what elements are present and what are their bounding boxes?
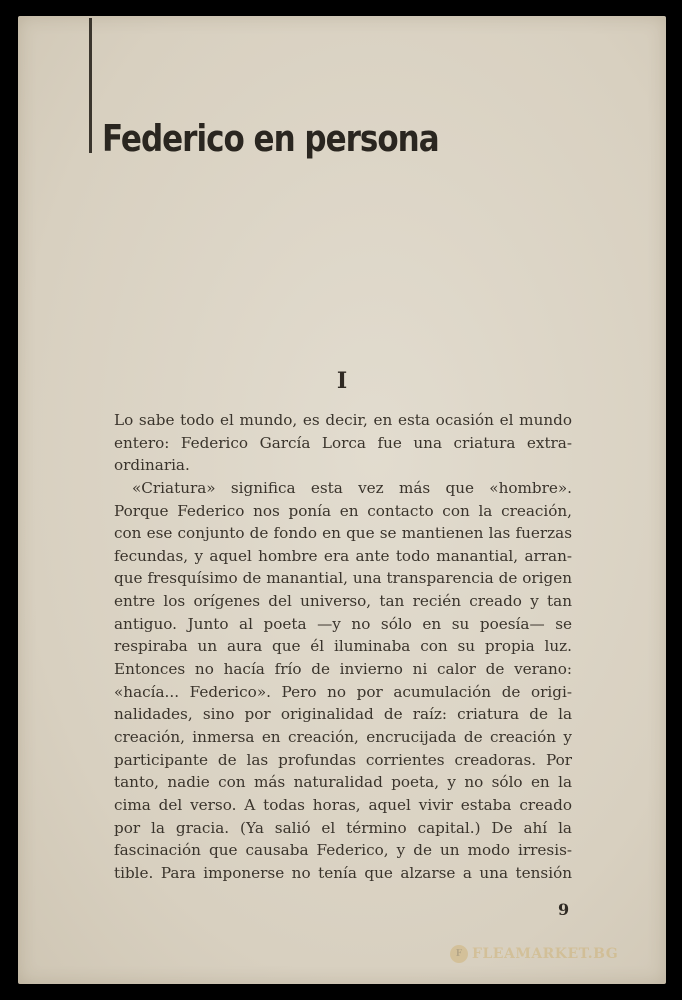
text-line: tible. Para imponerse no tenía que alzarse a una tensión <box>114 863 572 882</box>
text-line: «hacía... Federico». Pero no por acumulación de origi- <box>114 682 572 701</box>
watermark <box>450 942 618 966</box>
text-line: antiguo. Junto al poeta —y no sólo en su poesía— se <box>114 614 572 633</box>
watermark-logo-icon: F <box>450 945 468 963</box>
text-line: Lo sabe todo el mundo, es decir, en esta ocasión el mundo <box>114 411 572 429</box>
text-line: «Criatura» significa esta vez más que «hombre». <box>132 478 572 497</box>
text-line: por la gracia. (Ya salió el término capital.) De ahí la <box>114 818 572 837</box>
chapter-title: Federico en persona <box>102 118 439 161</box>
margin-rule <box>89 18 92 153</box>
section-numeral: I <box>336 368 348 394</box>
text-line: entre los orígenes del universo, tan recién creado y tan <box>114 592 572 611</box>
text-line: creación, inmersa en creación, encrucijada de creación y <box>114 727 572 746</box>
text-line: entero: Federico García Lorca fue una criatura extra- <box>114 433 572 452</box>
text-line: Entonces no hacía frío de invierno ni calor de verano: <box>114 660 572 679</box>
text-line: cima del verso. A todas horas, aquel vivir estaba creado <box>114 795 572 814</box>
text-line: fascinación que causaba Federico, y de un modo irresis- <box>114 841 572 860</box>
text-line: respiraba un aura que él iluminaba con su propia luz. <box>114 637 572 656</box>
text-line: que fresquísimo de manantial, una transparencia de origen <box>114 569 572 588</box>
text-line: Porque Federico nos ponía en contacto con la creación, <box>114 501 572 520</box>
body-text <box>114 409 572 884</box>
page-number: 9 <box>558 900 570 919</box>
text-line: fecundas, y aquel hombre era ante todo manantial, arran- <box>114 546 572 565</box>
text-line: nalidades, sino por originalidad de raíz: criatura de la <box>114 705 572 724</box>
watermark-text: FLEAMARKET.BG <box>472 946 619 962</box>
text-line: participante de las profundas corrientes creadoras. Por <box>114 750 572 769</box>
text-line: tanto, nadie con más naturalidad poeta, y no sólo en la <box>114 773 572 792</box>
book-page <box>18 16 666 984</box>
text-line: ordinaria. <box>114 456 190 475</box>
text-line: con ese conjunto de fondo en que se mantienen las fuerzas <box>114 524 572 543</box>
